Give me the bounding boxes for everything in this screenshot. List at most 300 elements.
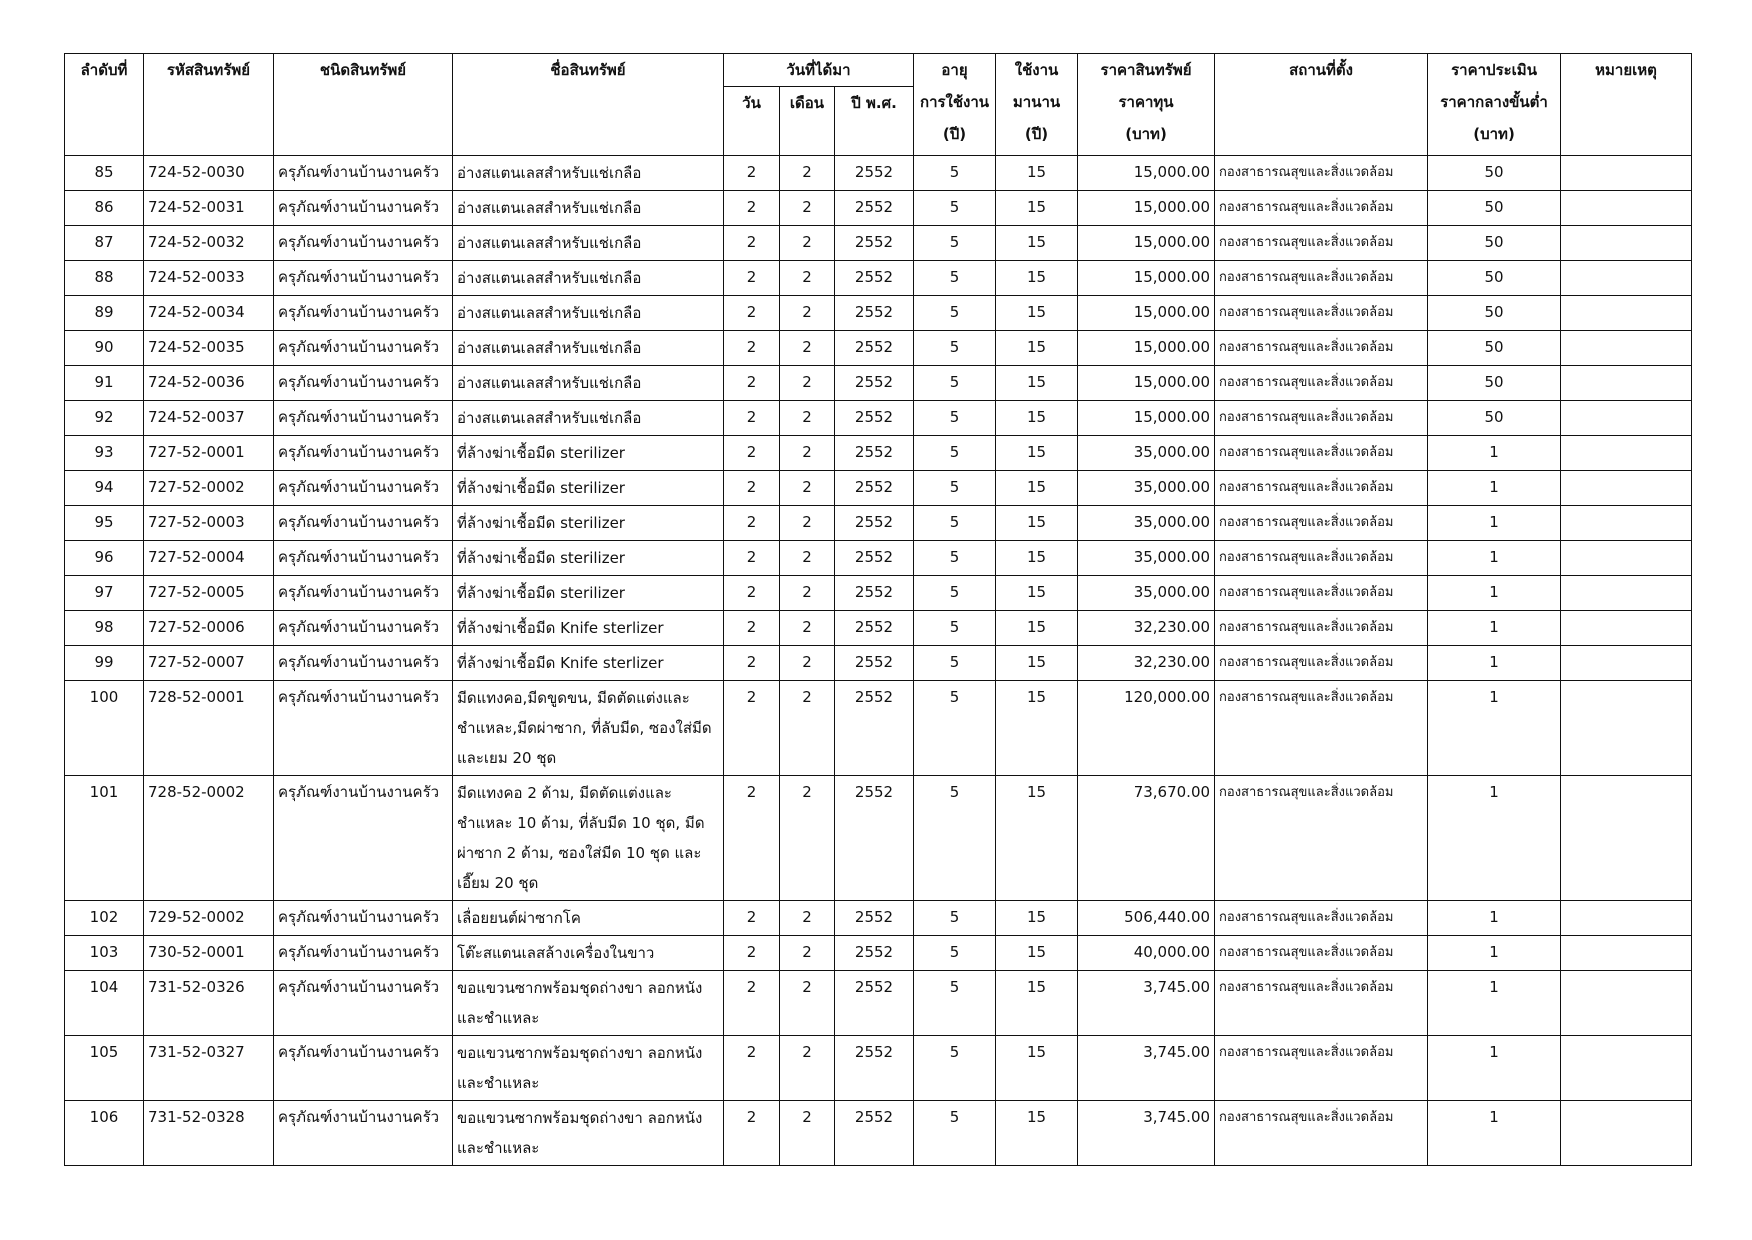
cell-location: กองสาธารณสุขและสิ่งแวดล้อม <box>1215 226 1428 261</box>
cell-type: ครุภัณฑ์งานบ้านงานครัว <box>274 971 453 1036</box>
cell-month: 2 <box>780 541 835 576</box>
cell-day: 2 <box>724 366 780 401</box>
header-month: เดือน <box>780 87 835 156</box>
cell-location: กองสาธารณสุขและสิ่งแวดล้อม <box>1215 261 1428 296</box>
cell-life: 5 <box>914 1101 996 1166</box>
cell-cost: 3,745.00 <box>1078 1101 1215 1166</box>
cell-used: 15 <box>996 611 1078 646</box>
cell-location: กองสาธารณสุขและสิ่งแวดล้อม <box>1215 611 1428 646</box>
cell-used: 15 <box>996 296 1078 331</box>
cell-seq: 89 <box>65 296 144 331</box>
cell-type: ครุภัณฑ์งานบ้านงานครัว <box>274 191 453 226</box>
cell-code: 724-52-0036 <box>144 366 274 401</box>
cell-location: กองสาธารณสุขและสิ่งแวดล้อม <box>1215 681 1428 776</box>
cell-used: 15 <box>996 226 1078 261</box>
cell-remark <box>1561 191 1692 226</box>
cell-name: ที่ล้างฆ่าเชื้อมีด sterilizer <box>453 506 724 541</box>
cell-day: 2 <box>724 261 780 296</box>
cell-appraisal: 1 <box>1428 576 1561 611</box>
cell-used: 15 <box>996 901 1078 936</box>
cell-month: 2 <box>780 366 835 401</box>
cell-seq: 90 <box>65 331 144 366</box>
cell-used: 15 <box>996 331 1078 366</box>
header-life-line: การใช้งาน <box>919 93 990 111</box>
cell-location: กองสาธารณสุขและสิ่งแวดล้อม <box>1215 646 1428 681</box>
cell-year: 2552 <box>835 296 914 331</box>
cell-appraisal: 1 <box>1428 646 1561 681</box>
cell-cost: 35,000.00 <box>1078 576 1215 611</box>
cell-name: อ่างสแตนเลสสำหรับแช่เกลือ <box>453 296 724 331</box>
cell-month: 2 <box>780 576 835 611</box>
cell-remark <box>1561 436 1692 471</box>
cell-name: อ่างสแตนเลสสำหรับแช่เกลือ <box>453 156 724 191</box>
cell-seq: 98 <box>65 611 144 646</box>
cell-life: 5 <box>914 261 996 296</box>
cell-year: 2552 <box>835 226 914 261</box>
cell-appraisal: 1 <box>1428 971 1561 1036</box>
cell-appraisal: 1 <box>1428 471 1561 506</box>
cell-name: ที่ล้างฆ่าเชื้อมีด sterilizer <box>453 436 724 471</box>
cell-life: 5 <box>914 296 996 331</box>
table-body <box>65 156 1692 1166</box>
cell-month: 2 <box>780 1036 835 1101</box>
cell-year: 2552 <box>835 506 914 541</box>
cell-month: 2 <box>780 191 835 226</box>
cell-location: กองสาธารณสุขและสิ่งแวดล้อม <box>1215 541 1428 576</box>
cell-code: 730-52-0001 <box>144 936 274 971</box>
table-row <box>65 296 1692 331</box>
cell-code: 728-52-0002 <box>144 776 274 901</box>
cell-appraisal: 50 <box>1428 156 1561 191</box>
cell-month: 2 <box>780 331 835 366</box>
cell-location: กองสาธารณสุขและสิ่งแวดล้อม <box>1215 436 1428 471</box>
table-row <box>65 776 1692 901</box>
header-life-line: (ปี) <box>942 125 967 143</box>
cell-used: 15 <box>996 366 1078 401</box>
cell-seq: 93 <box>65 436 144 471</box>
cell-used: 15 <box>996 541 1078 576</box>
cell-year: 2552 <box>835 156 914 191</box>
cell-location: กองสาธารณสุขและสิ่งแวดล้อม <box>1215 936 1428 971</box>
cell-type: ครุภัณฑ์งานบ้านงานครัว <box>274 226 453 261</box>
cell-name: อ่างสแตนเลสสำหรับแช่เกลือ <box>453 331 724 366</box>
cell-month: 2 <box>780 681 835 776</box>
table-row <box>65 576 1692 611</box>
cell-month: 2 <box>780 936 835 971</box>
cell-year: 2552 <box>835 901 914 936</box>
cell-cost: 3,745.00 <box>1078 1036 1215 1101</box>
cell-year: 2552 <box>835 191 914 226</box>
cell-remark <box>1561 226 1692 261</box>
cell-appraisal: 50 <box>1428 261 1561 296</box>
cell-name: ที่ล้างฆ่าเชื้อมีด sterilizer <box>453 576 724 611</box>
cell-code: 724-52-0032 <box>144 226 274 261</box>
cell-code: 727-52-0004 <box>144 541 274 576</box>
cell-remark <box>1561 971 1692 1036</box>
cell-location: กองสาธารณสุขและสิ่งแวดล้อม <box>1215 1036 1428 1101</box>
cell-remark <box>1561 156 1692 191</box>
header-life <box>914 54 996 156</box>
cell-cost: 15,000.00 <box>1078 331 1215 366</box>
header-cost <box>1078 54 1215 156</box>
header-used-line: มานาน <box>1012 93 1061 111</box>
cell-month: 2 <box>780 156 835 191</box>
cell-seq: 104 <box>65 971 144 1036</box>
cell-used: 15 <box>996 506 1078 541</box>
cell-day: 2 <box>724 331 780 366</box>
cell-used: 15 <box>996 401 1078 436</box>
table-row <box>65 506 1692 541</box>
cell-appraisal: 1 <box>1428 901 1561 936</box>
cell-type: ครุภัณฑ์งานบ้านงานครัว <box>274 901 453 936</box>
cell-day: 2 <box>724 901 780 936</box>
cell-code: 727-52-0002 <box>144 471 274 506</box>
cell-seq: 92 <box>65 401 144 436</box>
cell-year: 2552 <box>835 541 914 576</box>
cell-type: ครุภัณฑ์งานบ้านงานครัว <box>274 681 453 776</box>
cell-used: 15 <box>996 576 1078 611</box>
cell-life: 5 <box>914 226 996 261</box>
table-row <box>65 646 1692 681</box>
cell-seq: 95 <box>65 506 144 541</box>
cell-day: 2 <box>724 1036 780 1101</box>
table-row <box>65 471 1692 506</box>
cell-day: 2 <box>724 681 780 776</box>
cell-name: อ่างสแตนเลสสำหรับแช่เกลือ <box>453 261 724 296</box>
cell-year: 2552 <box>835 436 914 471</box>
cell-cost: 40,000.00 <box>1078 936 1215 971</box>
cell-remark <box>1561 1101 1692 1166</box>
cell-remark <box>1561 1036 1692 1101</box>
cell-code: 724-52-0033 <box>144 261 274 296</box>
cell-code: 724-52-0031 <box>144 191 274 226</box>
cell-used: 15 <box>996 1036 1078 1101</box>
cell-cost: 35,000.00 <box>1078 471 1215 506</box>
cell-name: ขอแขวนซากพร้อมชุดถ่างขา ลอกหนังและชำแหละ <box>453 971 724 1036</box>
cell-remark <box>1561 646 1692 681</box>
cell-name: อ่างสแตนเลสสำหรับแช่เกลือ <box>453 226 724 261</box>
cell-year: 2552 <box>835 576 914 611</box>
cell-remark <box>1561 611 1692 646</box>
header-seq: ลำดับที่ <box>65 54 144 156</box>
table-row <box>65 971 1692 1036</box>
cell-cost: 15,000.00 <box>1078 156 1215 191</box>
cell-type: ครุภัณฑ์งานบ้านงานครัว <box>274 541 453 576</box>
header-cost-line: ราคาทุน <box>1118 93 1174 111</box>
cell-code: 727-52-0001 <box>144 436 274 471</box>
cell-cost: 3,745.00 <box>1078 971 1215 1036</box>
cell-location: กองสาธารณสุขและสิ่งแวดล้อม <box>1215 506 1428 541</box>
cell-name: ที่ล้างฆ่าเชื้อมีด sterilizer <box>453 471 724 506</box>
cell-code: 727-52-0005 <box>144 576 274 611</box>
cell-remark <box>1561 576 1692 611</box>
header-code: รหัสสินทรัพย์ <box>144 54 274 156</box>
cell-life: 5 <box>914 936 996 971</box>
cell-month: 2 <box>780 401 835 436</box>
cell-cost: 15,000.00 <box>1078 261 1215 296</box>
cell-appraisal: 1 <box>1428 436 1561 471</box>
cell-code: 727-52-0007 <box>144 646 274 681</box>
cell-location: กองสาธารณสุขและสิ่งแวดล้อม <box>1215 776 1428 901</box>
table-row <box>65 156 1692 191</box>
cell-location: กองสาธารณสุขและสิ่งแวดล้อม <box>1215 156 1428 191</box>
header-cost-line: (บาท) <box>1125 125 1167 143</box>
cell-appraisal: 1 <box>1428 611 1561 646</box>
cell-type: ครุภัณฑ์งานบ้านงานครัว <box>274 1036 453 1101</box>
asset-table <box>64 53 1692 1166</box>
cell-month: 2 <box>780 611 835 646</box>
cell-code: 727-52-0003 <box>144 506 274 541</box>
header-life-line: อายุ <box>941 61 968 79</box>
header-acquired: วันที่ได้มา <box>724 54 914 87</box>
header-used-line: ใช้งาน <box>1014 61 1059 79</box>
cell-remark <box>1561 401 1692 436</box>
cell-month: 2 <box>780 261 835 296</box>
cell-seq: 96 <box>65 541 144 576</box>
cell-code: 731-52-0327 <box>144 1036 274 1101</box>
cell-seq: 94 <box>65 471 144 506</box>
cell-life: 5 <box>914 541 996 576</box>
cell-day: 2 <box>724 576 780 611</box>
cell-day: 2 <box>724 296 780 331</box>
cell-month: 2 <box>780 1101 835 1166</box>
cell-used: 15 <box>996 681 1078 776</box>
cell-appraisal: 1 <box>1428 1036 1561 1101</box>
header-name: ชื่อสินทรัพย์ <box>453 54 724 156</box>
cell-appraisal: 50 <box>1428 226 1561 261</box>
table-row <box>65 541 1692 576</box>
table-row <box>65 901 1692 936</box>
cell-type: ครุภัณฑ์งานบ้านงานครัว <box>274 261 453 296</box>
cell-name: มีดแทงคอ 2 ด้าม, มีดตัดแต่งและชำแหละ 10 ด้าม, ที่ลับมีด 10 ชุด, มีดผ่าซาก 2 ด้าม, ซองใส่มีด 10 ชุด และเอี๊ยม 20 ชุด <box>453 776 724 901</box>
cell-life: 5 <box>914 776 996 901</box>
table-row <box>65 681 1692 776</box>
cell-location: กองสาธารณสุขและสิ่งแวดล้อม <box>1215 1101 1428 1166</box>
cell-remark <box>1561 471 1692 506</box>
cell-seq: 91 <box>65 366 144 401</box>
cell-life: 5 <box>914 646 996 681</box>
cell-remark <box>1561 541 1692 576</box>
cell-code: 724-52-0037 <box>144 401 274 436</box>
cell-used: 15 <box>996 191 1078 226</box>
cell-year: 2552 <box>835 261 914 296</box>
cell-day: 2 <box>724 1101 780 1166</box>
cell-name: ที่ล้างฆ่าเชื้อมีด sterilizer <box>453 541 724 576</box>
cell-seq: 100 <box>65 681 144 776</box>
cell-location: กองสาธารณสุขและสิ่งแวดล้อม <box>1215 191 1428 226</box>
cell-day: 2 <box>724 611 780 646</box>
header-appraisal-line: (บาท) <box>1473 125 1515 143</box>
cell-used: 15 <box>996 1101 1078 1166</box>
header-appraisal-line: ราคากลางขั้นต่ำ <box>1440 93 1548 111</box>
table-row <box>65 226 1692 261</box>
cell-remark <box>1561 366 1692 401</box>
table-row <box>65 191 1692 226</box>
cell-code: 724-52-0030 <box>144 156 274 191</box>
cell-type: ครุภัณฑ์งานบ้านงานครัว <box>274 436 453 471</box>
header-used-line: (ปี) <box>1024 125 1049 143</box>
cell-cost: 15,000.00 <box>1078 191 1215 226</box>
cell-month: 2 <box>780 971 835 1036</box>
cell-appraisal: 1 <box>1428 1101 1561 1166</box>
cell-cost: 35,000.00 <box>1078 436 1215 471</box>
cell-code: 728-52-0001 <box>144 681 274 776</box>
cell-appraisal: 1 <box>1428 541 1561 576</box>
cell-life: 5 <box>914 901 996 936</box>
cell-remark <box>1561 261 1692 296</box>
cell-appraisal: 1 <box>1428 506 1561 541</box>
cell-cost: 15,000.00 <box>1078 366 1215 401</box>
table-row <box>65 611 1692 646</box>
cell-month: 2 <box>780 296 835 331</box>
cell-type: ครุภัณฑ์งานบ้านงานครัว <box>274 1101 453 1166</box>
header-appraisal-line: ราคาประเมิน <box>1451 61 1537 79</box>
cell-appraisal: 50 <box>1428 401 1561 436</box>
cell-remark <box>1561 681 1692 776</box>
cell-day: 2 <box>724 471 780 506</box>
cell-life: 5 <box>914 331 996 366</box>
cell-day: 2 <box>724 226 780 261</box>
cell-code: 731-52-0326 <box>144 971 274 1036</box>
cell-seq: 102 <box>65 901 144 936</box>
cell-seq: 97 <box>65 576 144 611</box>
cell-remark <box>1561 331 1692 366</box>
cell-cost: 35,000.00 <box>1078 506 1215 541</box>
cell-code: 731-52-0328 <box>144 1101 274 1166</box>
cell-year: 2552 <box>835 366 914 401</box>
cell-year: 2552 <box>835 1101 914 1166</box>
cell-day: 2 <box>724 436 780 471</box>
cell-day: 2 <box>724 936 780 971</box>
cell-day: 2 <box>724 646 780 681</box>
cell-name: อ่างสแตนเลสสำหรับแช่เกลือ <box>453 401 724 436</box>
cell-location: กองสาธารณสุขและสิ่งแวดล้อม <box>1215 471 1428 506</box>
cell-seq: 103 <box>65 936 144 971</box>
cell-life: 5 <box>914 191 996 226</box>
cell-appraisal: 1 <box>1428 936 1561 971</box>
cell-remark <box>1561 506 1692 541</box>
cell-name: อ่างสแตนเลสสำหรับแช่เกลือ <box>453 366 724 401</box>
cell-location: กองสาธารณสุขและสิ่งแวดล้อม <box>1215 901 1428 936</box>
cell-month: 2 <box>780 901 835 936</box>
cell-location: กองสาธารณสุขและสิ่งแวดล้อม <box>1215 331 1428 366</box>
cell-year: 2552 <box>835 936 914 971</box>
cell-year: 2552 <box>835 401 914 436</box>
cell-seq: 99 <box>65 646 144 681</box>
table-row <box>65 401 1692 436</box>
cell-remark <box>1561 776 1692 901</box>
cell-used: 15 <box>996 261 1078 296</box>
cell-seq: 88 <box>65 261 144 296</box>
cell-used: 15 <box>996 971 1078 1036</box>
header-location: สถานที่ตั้ง <box>1215 54 1428 156</box>
cell-name: ที่ล้างฆ่าเชื้อมีด Knife sterlizer <box>453 611 724 646</box>
cell-type: ครุภัณฑ์งานบ้านงานครัว <box>274 611 453 646</box>
table-row <box>65 436 1692 471</box>
cell-appraisal: 1 <box>1428 776 1561 901</box>
cell-type: ครุภัณฑ์งานบ้านงานครัว <box>274 646 453 681</box>
cell-month: 2 <box>780 646 835 681</box>
cell-used: 15 <box>996 156 1078 191</box>
cell-life: 5 <box>914 681 996 776</box>
cell-life: 5 <box>914 436 996 471</box>
cell-seq: 87 <box>65 226 144 261</box>
cell-name: ขอแขวนซากพร้อมชุดถ่างขา ลอกหนังและชำแหละ <box>453 1101 724 1166</box>
cell-type: ครุภัณฑ์งานบ้านงานครัว <box>274 776 453 901</box>
cell-life: 5 <box>914 1036 996 1101</box>
cell-month: 2 <box>780 436 835 471</box>
cell-seq: 86 <box>65 191 144 226</box>
cell-seq: 101 <box>65 776 144 901</box>
cell-type: ครุภัณฑ์งานบ้านงานครัว <box>274 156 453 191</box>
cell-type: ครุภัณฑ์งานบ้านงานครัว <box>274 471 453 506</box>
cell-remark <box>1561 936 1692 971</box>
cell-year: 2552 <box>835 1036 914 1101</box>
cell-used: 15 <box>996 646 1078 681</box>
header-cost-line: ราคาสินทรัพย์ <box>1100 61 1192 79</box>
cell-used: 15 <box>996 776 1078 901</box>
cell-year: 2552 <box>835 681 914 776</box>
cell-type: ครุภัณฑ์งานบ้านงานครัว <box>274 401 453 436</box>
cell-name: ที่ล้างฆ่าเชื้อมีด Knife sterlizer <box>453 646 724 681</box>
cell-life: 5 <box>914 366 996 401</box>
table-row <box>65 1036 1692 1101</box>
cell-life: 5 <box>914 611 996 646</box>
cell-used: 15 <box>996 471 1078 506</box>
cell-name: ขอแขวนซากพร้อมชุดถ่างขา ลอกหนังและชำแหละ <box>453 1036 724 1101</box>
cell-year: 2552 <box>835 331 914 366</box>
cell-year: 2552 <box>835 611 914 646</box>
cell-year: 2552 <box>835 776 914 901</box>
header-remark: หมายเหตุ <box>1561 54 1692 156</box>
cell-cost: 120,000.00 <box>1078 681 1215 776</box>
header-type: ชนิดสินทรัพย์ <box>274 54 453 156</box>
cell-cost: 32,230.00 <box>1078 646 1215 681</box>
cell-name: มีดแทงคอ,มีดขูดขน, มีดตัดแต่งและชำแหละ,มีดผ่าซาก, ที่ลับมีด, ซองใส่มีด และเยม 20 ชุด <box>453 681 724 776</box>
cell-cost: 32,230.00 <box>1078 611 1215 646</box>
cell-cost: 15,000.00 <box>1078 296 1215 331</box>
cell-code: 724-52-0035 <box>144 331 274 366</box>
cell-seq: 106 <box>65 1101 144 1166</box>
cell-used: 15 <box>996 436 1078 471</box>
cell-type: ครุภัณฑ์งานบ้านงานครัว <box>274 331 453 366</box>
cell-appraisal: 50 <box>1428 331 1561 366</box>
cell-year: 2552 <box>835 471 914 506</box>
cell-appraisal: 1 <box>1428 681 1561 776</box>
cell-day: 2 <box>724 541 780 576</box>
cell-month: 2 <box>780 776 835 901</box>
table-row <box>65 1101 1692 1166</box>
cell-year: 2552 <box>835 646 914 681</box>
cell-month: 2 <box>780 506 835 541</box>
table-row <box>65 366 1692 401</box>
cell-year: 2552 <box>835 971 914 1036</box>
cell-remark <box>1561 901 1692 936</box>
header-day: วัน <box>724 87 780 156</box>
cell-appraisal: 50 <box>1428 191 1561 226</box>
cell-name: โต๊ะสแตนเลสล้างเครื่องในขาว <box>453 936 724 971</box>
cell-day: 2 <box>724 776 780 901</box>
cell-month: 2 <box>780 226 835 261</box>
cell-day: 2 <box>724 506 780 541</box>
cell-type: ครุภัณฑ์งานบ้านงานครัว <box>274 936 453 971</box>
cell-cost: 15,000.00 <box>1078 401 1215 436</box>
cell-name: เลื่อยยนต์ผ่าซากโค <box>453 901 724 936</box>
cell-cost: 506,440.00 <box>1078 901 1215 936</box>
cell-appraisal: 50 <box>1428 366 1561 401</box>
cell-life: 5 <box>914 156 996 191</box>
cell-code: 727-52-0006 <box>144 611 274 646</box>
